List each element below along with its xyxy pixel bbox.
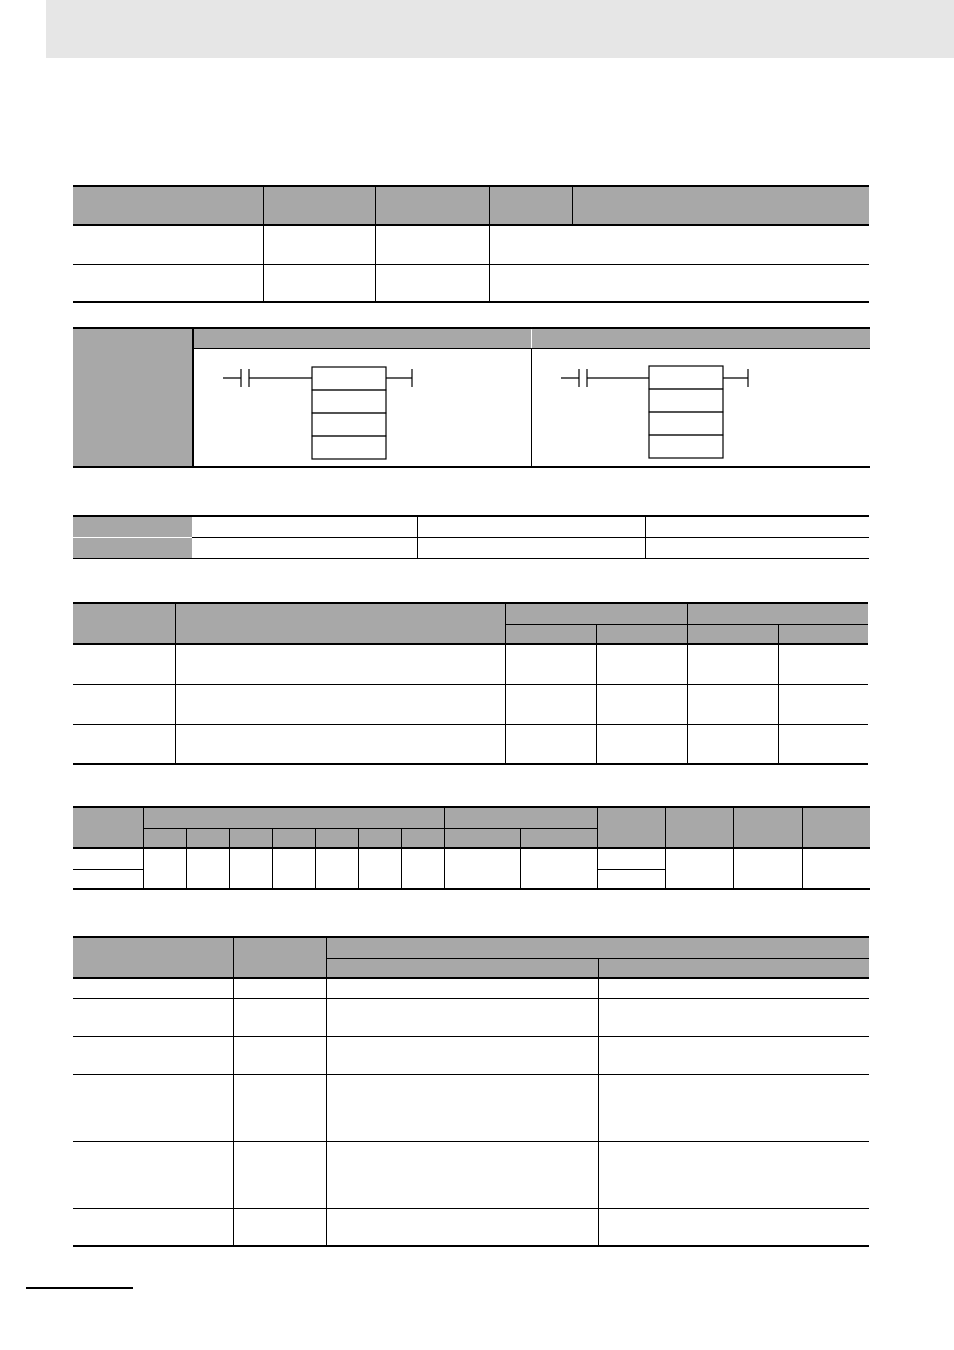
table-cell bbox=[73, 978, 233, 998]
table-cell bbox=[233, 1074, 326, 1141]
table-cell bbox=[358, 848, 401, 889]
table-cell bbox=[596, 644, 687, 684]
table-header-cell bbox=[375, 186, 489, 225]
table-subheader-cell bbox=[143, 828, 186, 848]
ladder-symbol-table bbox=[73, 327, 870, 468]
table-cell bbox=[572, 225, 869, 264]
table-cell bbox=[375, 225, 489, 264]
table-cell bbox=[73, 869, 143, 889]
table-cell bbox=[73, 848, 143, 869]
instruction-box-mnemonic bbox=[312, 367, 386, 390]
instruction-box-operand bbox=[312, 390, 386, 413]
table-cell bbox=[233, 1208, 326, 1246]
table-cell bbox=[326, 1141, 598, 1208]
table-header-cell bbox=[665, 807, 733, 848]
table-cell bbox=[326, 978, 598, 998]
ladder-column-header bbox=[193, 328, 531, 348]
table-cell bbox=[233, 1141, 326, 1208]
table-cell bbox=[645, 516, 869, 537]
table-cell bbox=[73, 724, 175, 764]
table-cell bbox=[192, 516, 417, 537]
ladder-side-label bbox=[73, 328, 193, 467]
table-cell bbox=[233, 978, 326, 998]
table-cell bbox=[263, 225, 375, 264]
table-subheader-cell bbox=[358, 828, 401, 848]
table-cell bbox=[73, 644, 175, 684]
table-cell bbox=[687, 724, 778, 764]
table-cell bbox=[645, 537, 869, 558]
table-cell bbox=[73, 264, 263, 302]
table-header-cell bbox=[489, 186, 572, 225]
table-cell bbox=[598, 1074, 869, 1141]
table-cell bbox=[489, 264, 572, 302]
table-cell bbox=[73, 1208, 233, 1246]
table-cell bbox=[733, 848, 802, 889]
table-cell bbox=[520, 848, 597, 889]
table-cell bbox=[802, 848, 870, 889]
table-cell bbox=[597, 848, 665, 869]
table-header-cell bbox=[572, 186, 869, 225]
table-cell bbox=[598, 998, 869, 1036]
table-cell bbox=[505, 644, 596, 684]
instruction-box-operand bbox=[649, 435, 723, 458]
instruction-box-mnemonic bbox=[649, 366, 723, 389]
table-cell bbox=[597, 869, 665, 889]
row-header-cell bbox=[73, 516, 192, 537]
table-header-cell bbox=[597, 807, 665, 848]
table-cell bbox=[596, 684, 687, 724]
table-cell bbox=[417, 516, 645, 537]
table-header-cell bbox=[143, 807, 444, 828]
table-header-cell bbox=[733, 807, 802, 848]
table-header-cell bbox=[505, 603, 687, 624]
table-cell bbox=[326, 1208, 598, 1246]
table-cell bbox=[778, 724, 868, 764]
variations-table bbox=[73, 185, 869, 303]
table-header-cell bbox=[73, 186, 263, 225]
table-subheader-cell bbox=[520, 828, 597, 848]
table-cell bbox=[73, 1141, 233, 1208]
footer-rule bbox=[26, 1287, 133, 1289]
operands-table bbox=[73, 602, 868, 765]
table-cell bbox=[687, 644, 778, 684]
table-cell bbox=[326, 1036, 598, 1074]
table-cell bbox=[229, 848, 272, 889]
table-header-cell bbox=[326, 937, 869, 958]
table-subheader-cell bbox=[272, 828, 315, 848]
table-cell bbox=[598, 1036, 869, 1074]
table-subheader-cell bbox=[778, 624, 868, 644]
instruction-box-operand bbox=[312, 413, 386, 436]
table-header-cell bbox=[73, 603, 175, 644]
table-cell bbox=[375, 264, 489, 302]
ladder-diagram-cell bbox=[193, 348, 531, 467]
table-cell bbox=[687, 684, 778, 724]
table-cell bbox=[233, 1036, 326, 1074]
table-header-cell bbox=[263, 186, 375, 225]
table-cell bbox=[175, 684, 505, 724]
table-cell bbox=[778, 684, 868, 724]
page-header-band bbox=[46, 0, 954, 58]
table-cell bbox=[175, 644, 505, 684]
table-cell bbox=[175, 724, 505, 764]
table-header-cell bbox=[73, 807, 143, 848]
table-subheader-cell bbox=[229, 828, 272, 848]
table-cell bbox=[505, 684, 596, 724]
table-cell bbox=[572, 264, 869, 302]
table-subheader-cell bbox=[598, 958, 869, 978]
table-subheader-cell bbox=[186, 828, 229, 848]
table-header-cell bbox=[73, 937, 233, 978]
table-cell bbox=[73, 225, 263, 264]
table-cell bbox=[505, 724, 596, 764]
table-cell bbox=[444, 848, 520, 889]
table-subheader-cell bbox=[326, 958, 598, 978]
row-header-cell bbox=[73, 537, 192, 558]
instruction-box-operand bbox=[312, 436, 386, 459]
table-cell bbox=[598, 978, 869, 998]
table-cell bbox=[417, 537, 645, 558]
table-cell bbox=[73, 998, 233, 1036]
table-header-cell bbox=[175, 603, 505, 644]
ladder-diagram bbox=[194, 349, 532, 466]
table-cell bbox=[143, 848, 186, 889]
table-cell bbox=[315, 848, 358, 889]
ladder-column-header bbox=[531, 328, 870, 348]
instruction-box-operand bbox=[649, 412, 723, 435]
flags-table bbox=[73, 936, 869, 1247]
table-cell bbox=[598, 1208, 869, 1246]
table-cell bbox=[596, 724, 687, 764]
table-subheader-cell bbox=[315, 828, 358, 848]
table-cell bbox=[401, 848, 444, 889]
table-cell bbox=[73, 684, 175, 724]
program-areas-table bbox=[73, 515, 869, 559]
table-header-cell bbox=[233, 937, 326, 978]
table-subheader-cell bbox=[596, 624, 687, 644]
table-cell bbox=[665, 848, 733, 889]
operand-specifications-table bbox=[73, 806, 870, 890]
ladder-diagram-cell bbox=[531, 348, 870, 467]
table-cell bbox=[272, 848, 315, 889]
table-cell bbox=[489, 225, 572, 264]
instruction-box-operand bbox=[649, 389, 723, 412]
table-cell bbox=[263, 264, 375, 302]
table-subheader-cell bbox=[444, 828, 520, 848]
ladder-diagram bbox=[532, 349, 871, 466]
table-subheader-cell bbox=[401, 828, 444, 848]
table-cell bbox=[186, 848, 229, 889]
table-cell bbox=[73, 1036, 233, 1074]
table-header-cell bbox=[444, 807, 597, 828]
table-cell bbox=[778, 644, 868, 684]
table-cell bbox=[192, 537, 417, 558]
table-cell bbox=[73, 1074, 233, 1141]
table-cell bbox=[233, 998, 326, 1036]
table-cell bbox=[326, 1074, 598, 1141]
table-subheader-cell bbox=[505, 624, 596, 644]
table-header-cell bbox=[687, 603, 868, 624]
table-cell bbox=[326, 998, 598, 1036]
table-cell bbox=[598, 1141, 869, 1208]
table-subheader-cell bbox=[687, 624, 778, 644]
table-header-cell bbox=[802, 807, 870, 848]
